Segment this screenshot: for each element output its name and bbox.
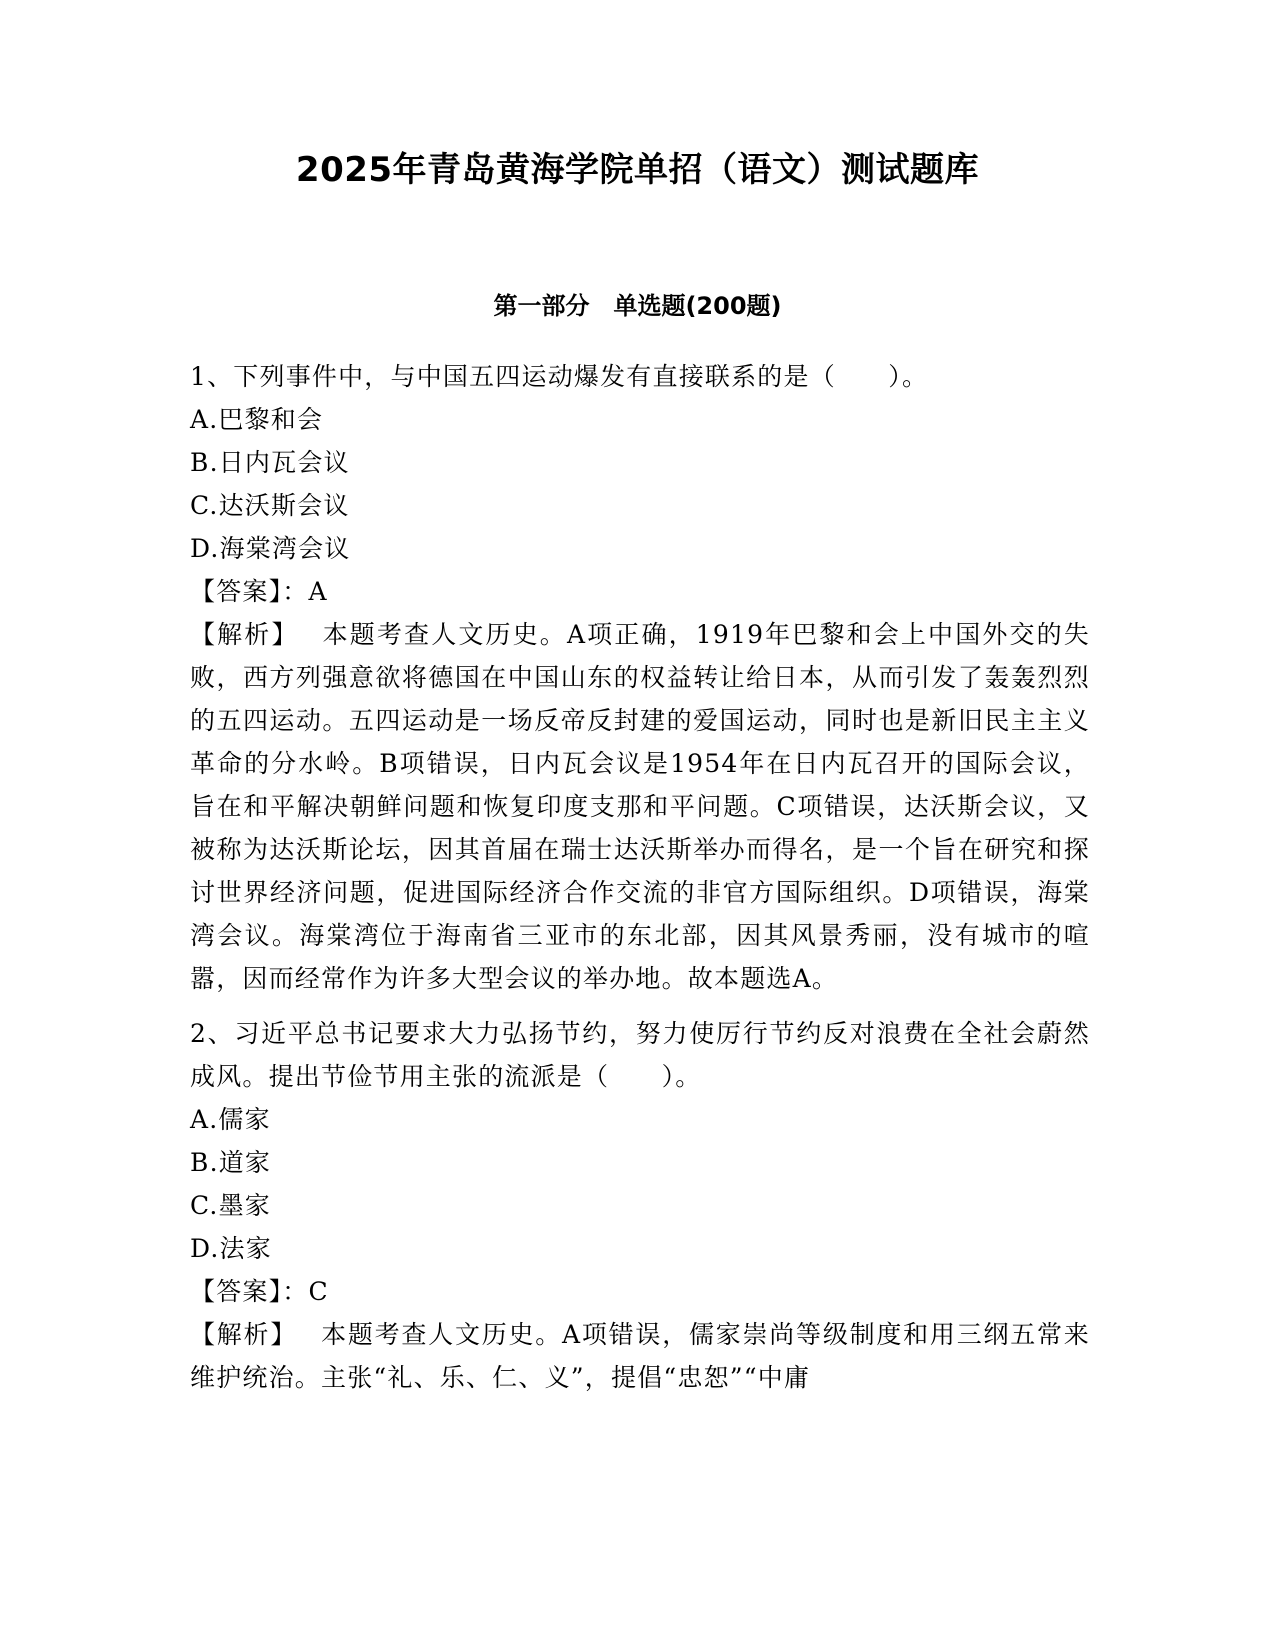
section-heading: 第一部分 单选题(200题) xyxy=(493,292,782,320)
option-a: A.巴黎和会 xyxy=(190,405,324,434)
explanation-text: 本题考查人文历史。A项正确，1919年巴黎和会上中国外交的失败，西方列强意欲将德国在中国山东的权益转让给日本，从而引发了轰轰烈烈的五四运动。五四运动是一场反帝反封建的爱国运动，同时也是新旧民主主义革命的分水岭。B项错误，日内瓦会议是1954年在日内瓦召开的国际会议，旨在和平解决朝鲜问题和恢复印度支那和平问题。C项错误，达沃斯会议，又被称为达沃斯论坛，因其首届在瑞士达沃斯举办而得名，是一个旨在研究和探讨世界经济问题，促进国际经济合作交流的非官方国际组织。D项错误，海棠湾会议。海棠湾位于海南省三亚市的东北部，因其风景秀丽，没有城市的喧嚣，因而经常作为许多大型会议的举办地。故本题选A。 xyxy=(190,620,1090,993)
explanation-paragraph xyxy=(190,613,1090,1000)
answer-value: A xyxy=(308,577,328,606)
option-b: B.道家 xyxy=(190,1148,272,1177)
option-c: C.达沃斯会议 xyxy=(190,491,350,520)
option-d: D.法家 xyxy=(190,1234,272,1263)
option-b: B.日内瓦会议 xyxy=(190,448,350,477)
option-c: C.墨家 xyxy=(190,1191,271,1220)
answer-label: 【答案】： xyxy=(190,577,309,606)
question-item xyxy=(190,1012,1090,1399)
explanation-paragraph xyxy=(190,1313,1090,1399)
question-stem: 1、下列事件中，与中国五四运动爆发有直接联系的是（ ）。 xyxy=(190,362,929,391)
answer-label: 【答案】： xyxy=(190,1277,309,1306)
question-stem: 2、习近平总书记要求大力弘扬节约，努力使厉行节约反对浪费在全社会蔚然成风。提出节俭节用主张的流派是（ ）。 xyxy=(190,1019,1090,1091)
explanation-label: 【解析】 xyxy=(190,620,299,649)
answer-line xyxy=(190,570,1090,613)
explanation-label: 【解析】 xyxy=(190,1320,298,1349)
answer-value: C xyxy=(308,1277,329,1306)
question-item xyxy=(190,355,1090,1000)
answer-line xyxy=(190,1270,1090,1313)
explanation-text: 本题考查人文历史。A项错误，儒家崇尚等级制度和用三纲五常来维护统治。主张“礼、乐、仁、义”，提倡“忠恕”“中庸 xyxy=(190,1320,1090,1392)
document-title: 2025年青岛黄海学院单招（语文）测试题库 xyxy=(295,150,980,190)
question-list xyxy=(190,355,1090,1411)
option-d: D.海棠湾会议 xyxy=(190,534,351,563)
option-a: A.儒家 xyxy=(190,1105,271,1134)
